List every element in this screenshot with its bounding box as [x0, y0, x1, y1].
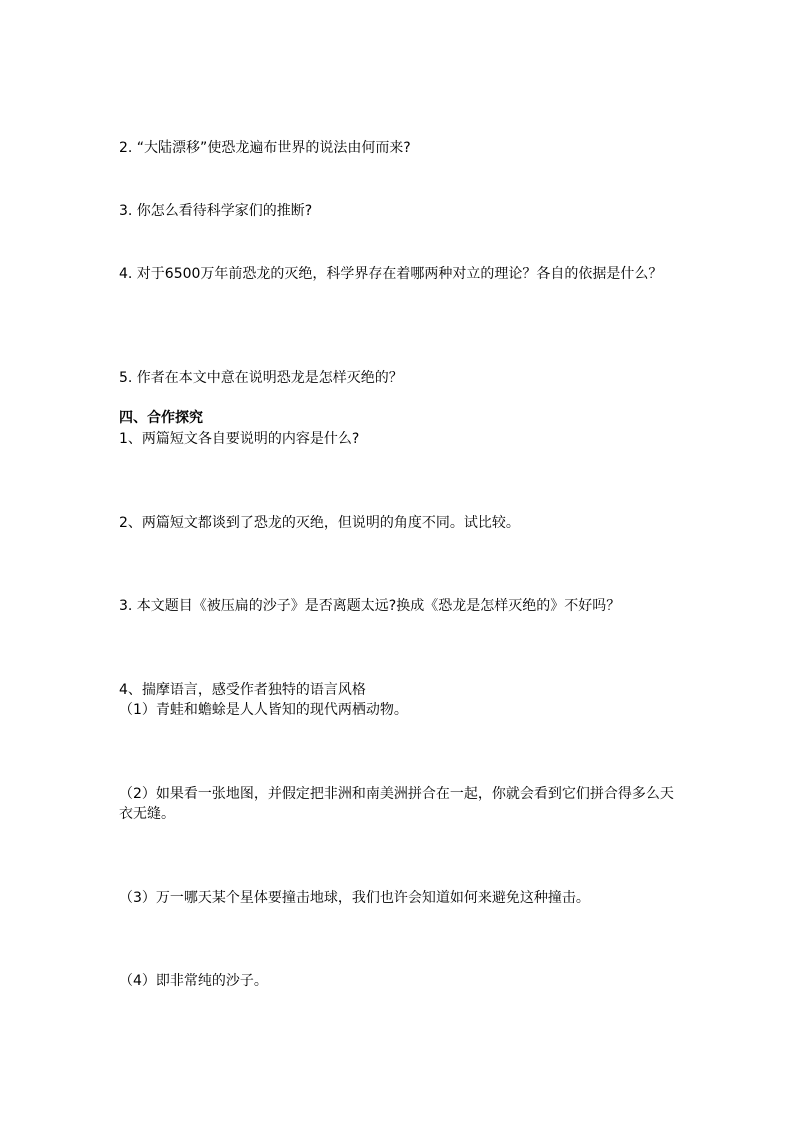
cooperation-question-2: 2、两篇短文都谈到了恐龙的灭绝，但说明的角度不同。试比较。	[119, 515, 520, 531]
question-5: 5. 作者在本文中意在说明恐龙是怎样灭绝的？	[119, 370, 403, 386]
cooperation-question-3: 3. 本文题目《被压扁的沙子》是否离题太远?换成《恐龙是怎样灭绝的》不好吗？	[119, 598, 621, 614]
question-2: 2. “大陆漂移”使恐龙遍布世界的说法由何而来?	[119, 140, 411, 156]
question-3: 3. 你怎么看待科学家们的推断?	[119, 203, 313, 219]
question-4: 4. 对于6500万年前恐龙的灭绝，科学界存在着哪两种对立的理论？各自的依据是什么？	[119, 266, 663, 282]
cooperation-question-4: 4、揣摩语言，感受作者独特的语言风格	[119, 682, 366, 698]
cooperation-question-1: 1、两篇短文各自要说明的内容是什么?	[119, 431, 360, 447]
language-example-4: （4）即非常纯的沙子。	[119, 973, 268, 989]
language-example-3: （3）万一哪天某个星体要撞击地球，我们也许会知道如何来避免这种撞击。	[119, 890, 590, 906]
language-example-2: （2）如果看一张地图，并假定把非洲和南美洲拼合在一起，你就会看到它们拼合得多么天衣无缝。	[119, 786, 674, 822]
section-heading-cooperation: 四、合作探究	[119, 410, 203, 426]
language-example-1: （1）青蛙和蟾蜍是人人皆知的现代两栖动物。	[119, 702, 408, 718]
